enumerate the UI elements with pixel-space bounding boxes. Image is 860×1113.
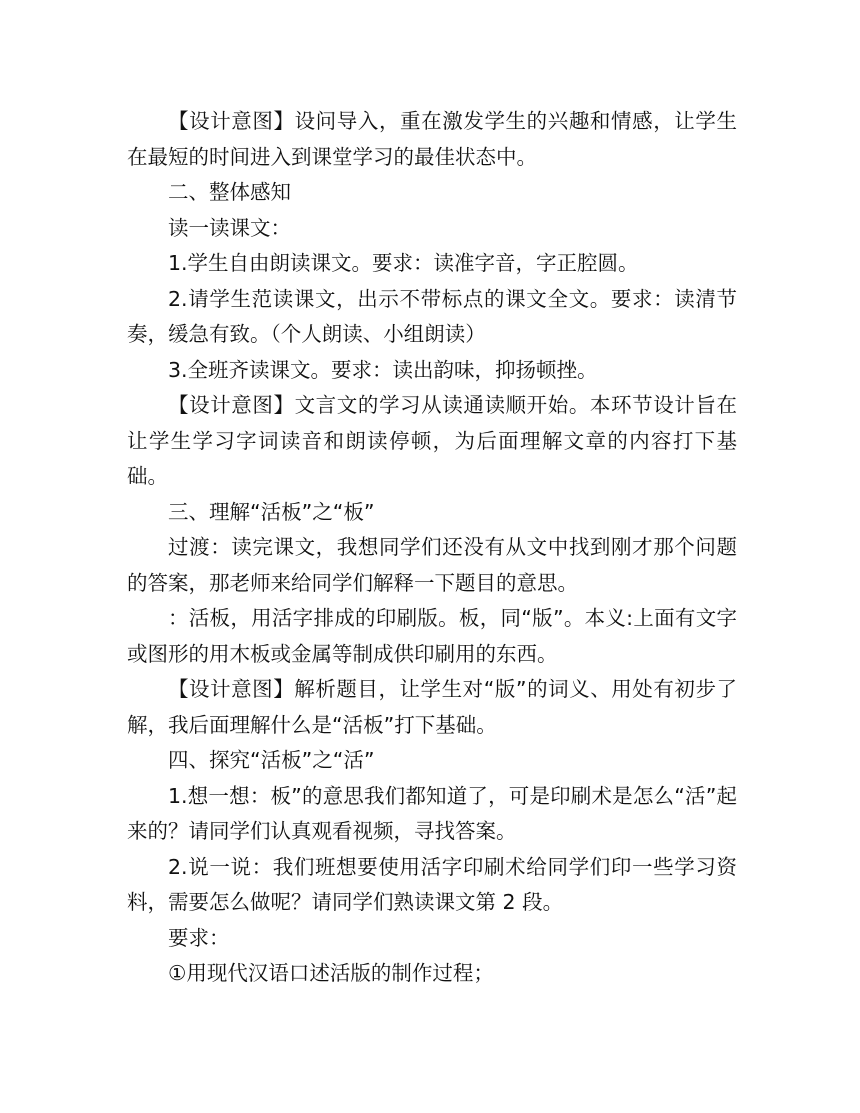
section-heading-explore-huo: 四、探究“活板”之“活”	[168, 748, 375, 772]
activity-think: 1.想一想：板”的意思我们都知道了，可是印刷术是怎么“活”起来的？请同学们认真观看视频，寻找答案。	[127, 783, 737, 843]
reading-intro-line: 读一读课文：	[168, 215, 291, 240]
section-heading-understand-ban: 三、理解“活板”之“板”	[168, 499, 375, 524]
reading-step-2: 2.请学生范读课文，出示不带标点的课文全文。要求：读清节奏，缓急有致。（个人朗读、小组朗读）	[127, 286, 737, 346]
transition-paragraph: 过渡：读完课文，我想同学们还没有从文中找到刚才那个问题的答案，那老师来给同学们解释一下题目的意思。	[127, 535, 737, 595]
reading-step-3: 3.全班齐读课文。要求：读出韵味，抑扬顿挫。	[168, 357, 598, 382]
design-intent-paragraph-2: 【设计意图】文言文的学习从读通读顺开始。本环节设计旨在让学生学习字词读音和朗读停顿，为后面理解文章的内容打下基础。	[127, 393, 737, 488]
activity-speak: 2.说一说：我们班想要使用活字印刷术给同学们印一些学习资料，需要怎么做呢？请同学们熟读课文第 2 段。	[127, 854, 737, 914]
reading-step-1: 1.学生自由朗读课文。要求：读准字音，字正腔圆。	[168, 251, 639, 275]
section-heading-overall-perception: 二、整体感知	[168, 180, 291, 204]
requirements-label: 要求：	[168, 925, 230, 950]
document-body	[127, 104, 737, 992]
design-intent-paragraph-3: 【设计意图】解析题目，让学生对“版”的词义、用处有初步了解，我后面理解什么是“活板”打下基础。	[127, 677, 737, 737]
design-intent-paragraph-1: 【设计意图】设问导入，重在激发学生的兴趣和情感，让学生在最短的时间进入到课堂学习的最佳状态中。	[127, 109, 737, 169]
title-explanation-paragraph: ：活板，用活字排成的印刷版。板，同“版”。本义:上面有文字或图形的用木板或金属等制成供印刷用的东西。	[127, 606, 737, 666]
requirement-item-1: ①用现代汉语口述活版的制作过程；	[168, 961, 494, 985]
